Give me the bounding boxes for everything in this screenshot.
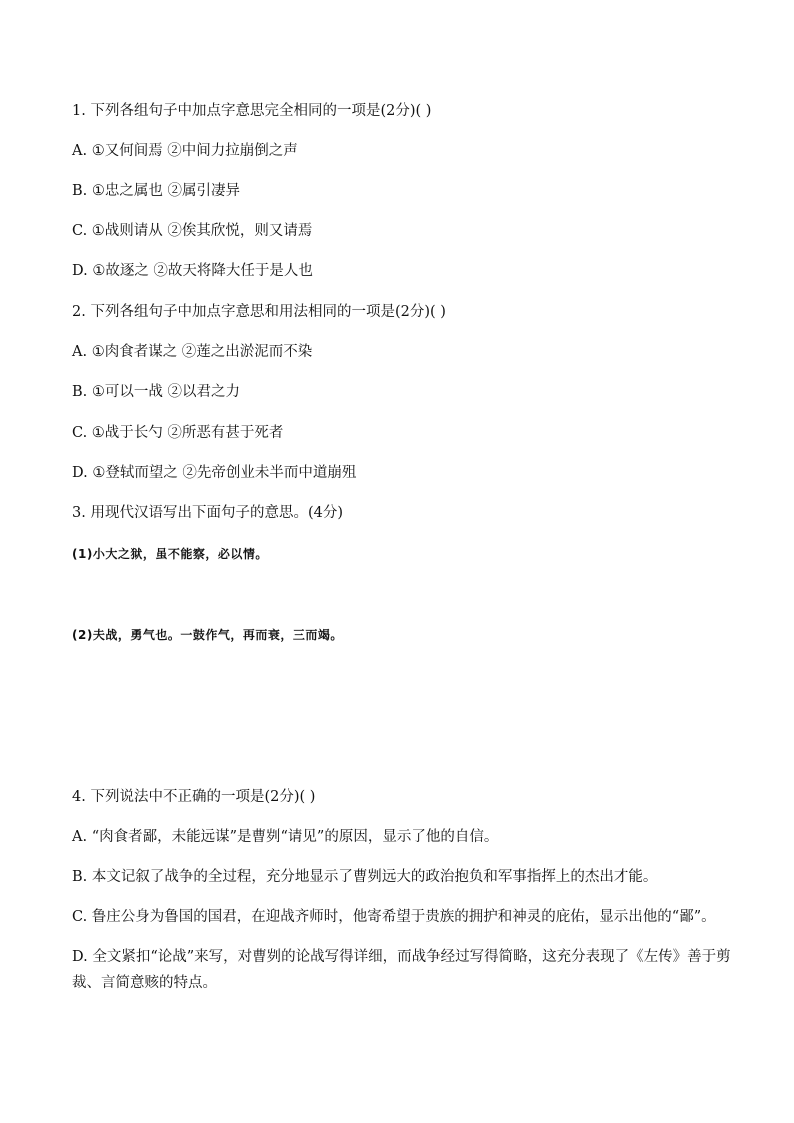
question-2-option-d: D. ①登轼而望之 ②先帝创业未半而中道崩殂 <box>72 465 357 481</box>
question-2-option-b: B. ①可以一战 ②以君之力 <box>72 384 240 400</box>
question-4-option-b: B. 本文记叙了战争的全过程，充分地显示了曹刿远大的政治抱负和军事指挥上的杰出才能。 <box>72 869 658 885</box>
question-2-option-c: C. ①战于长勺 ②所恶有甚于死者 <box>72 425 284 441</box>
question-3-sentence-1: (1)小大之狱，虽不能察，必以情。 <box>72 547 268 561</box>
question-1-option-d: D. ①故逐之 ②故天将降大任于是人也 <box>72 263 313 279</box>
question-3-stem: 3. 用现代汉语写出下面句子的意思。(4分) <box>72 505 343 521</box>
question-1-stem: 1. 下列各组句子中加点字意思完全相同的一项是(2分)( ) <box>72 103 432 119</box>
question-4-option-c: C. 鲁庄公身为鲁国的国君，在迎战齐师时，他寄希望于贵族的拥护和神灵的庇佑，显示出他的“鄙”。 <box>72 909 716 925</box>
question-2-stem: 2. 下列各组句子中加点字意思和用法相同的一项是(2分)( ) <box>72 304 446 320</box>
question-4-stem: 4. 下列说法中不正确的一项是(2分)( ) <box>72 789 316 805</box>
question-4-option-a: A. “肉食者鄙，未能远谋”是曹刿“请见”的原因，显示了他的自信。 <box>72 829 499 845</box>
question-2-option-a: A. ①肉食者谋之 ②莲之出淤泥而不染 <box>72 344 313 360</box>
question-1-option-b: B. ①忠之属也 ②属引凄异 <box>72 183 240 199</box>
question-1-option-a: A. ①又何间焉 ②中间力拉崩倒之声 <box>72 143 298 159</box>
question-3-sentence-2: (2)夫战，勇气也。一鼓作气，再而衰，三而竭。 <box>72 628 343 642</box>
question-1-option-c: C. ①战则请从 ②俟其欣悦，则又请焉 <box>72 223 313 239</box>
question-4-option-d: D. 全文紧扣“论战”来写，对曹刿的论战写得详细，而战争经过写得简略，这充分表现了《左传》善于剪裁、言简意赅的特点。 <box>72 949 731 991</box>
